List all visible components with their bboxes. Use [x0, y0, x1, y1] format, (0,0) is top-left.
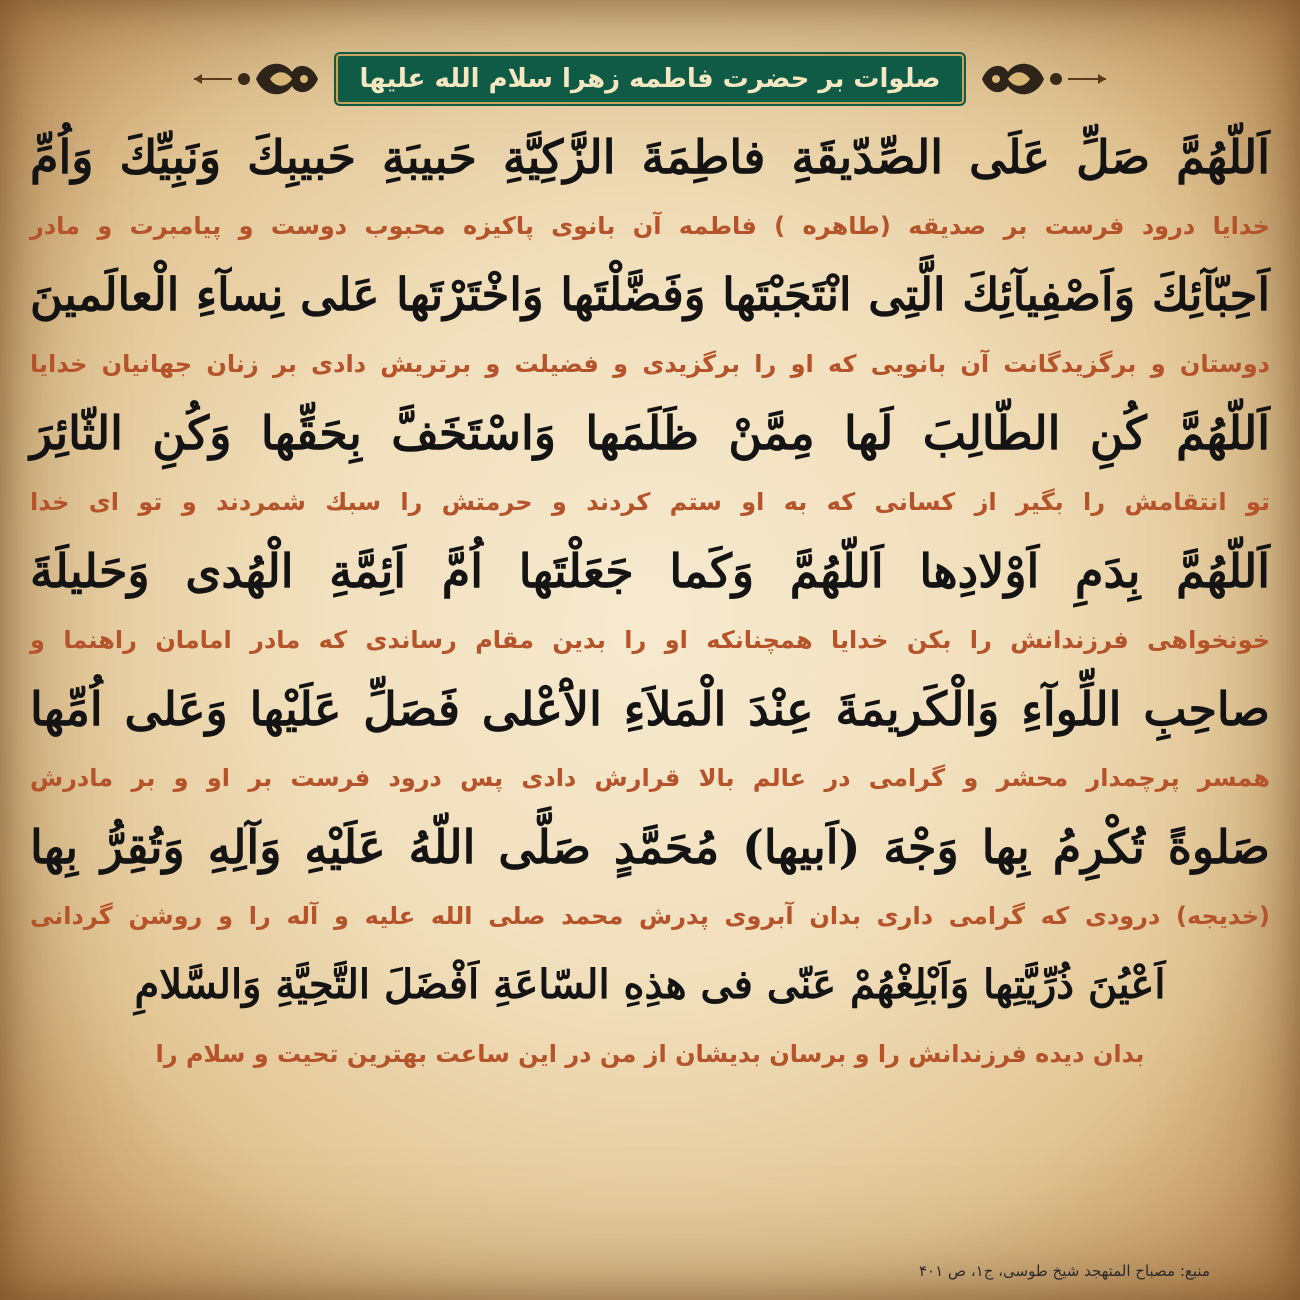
header	[0, 52, 1300, 106]
arabic-line-6: صَلوةً تُكْرِمُ بِها وَجْهَ (اَبيها) مُحَمَّدٍ صَلَّى اللّهُ عَلَيْهِ وَآلِهِ وَتُقِرُّ بِها	[30, 820, 1270, 874]
persian-line-4: خونخواهی فرزندانش را بکن خدایا همچنانکه او را بدین مقام رساندی که مادر امامان راهنما و	[30, 626, 1270, 654]
persian-line-1: خدایا درود فرست بر صدیقه (طاهره ) فاطمه آن بانوی پاکیزه محبوب دوست و پیامبرت و مادر	[30, 212, 1270, 240]
arabic-line-5: صاحِبِ اللِّوآءِ وَالْكَريمَةَ عِنْدَ الْمَلاَءِ الاَْعْلى فَصَلِّ عَلَيْها وَعَلى اُمِّها	[30, 682, 1270, 736]
source-citation: منبع: مصباح المتهجد شیخ طوسی، ج۱، ص ۴۰۱	[918, 1262, 1210, 1280]
ornament-left-icon	[192, 52, 322, 106]
page-title: صلوات بر حضرت فاطمه زهرا سلام الله علیها	[359, 64, 941, 94]
persian-line-3: تو انتقامش را بگیر از کسانی که به او ستم کردند و حرمتش را سبك شمردند و تو ای خدا	[30, 488, 1270, 516]
title-banner	[336, 54, 965, 104]
arabic-line-3: اَللّهُمَّ كُنِ الطّالِبَ لَها مِمَّنْ ظَلَمَها وَاسْتَخَفَّ بِحَقِّها وَكُنِ الثّائِرَ	[30, 406, 1270, 460]
arabic-line-4: اَللّهُمَّ بِدَمِ اَوْلادِها اَللّهُمَّ وَكَما جَعَلْتَها اُمَّ اَئِمَّةِ الْهُدى وَحَليلَةَ	[30, 544, 1270, 598]
arabic-line-1: اَللّهُمَّ صَلِّ عَلَى الصِّدّيقَةِ فاطِمَةَ الزَّكِيَّةِ حَبيبَةِ حَبيبِكَ وَنَبِيِّكَ وَاُمِّ	[30, 130, 1270, 184]
prayer-text	[30, 120, 1270, 1086]
arabic-line-7: اَعْيُنَ ذُرِّيَّتِها وَاَبْلِغْهُمْ عَنّى فى هذِهِ السّاعَةِ اَفْضَلَ التَّحِيَّةِ وَالسَّلامِ	[134, 961, 1166, 1008]
persian-line-7: بدان دیده فرزندانش را و برسان بدیشان از من در این ساعت بهترین تحیت و سلام را	[155, 1040, 1145, 1068]
persian-line-5: همسر پرچمدار محشر و گرامی در عالم بالا قرارش دادی پس درود فرست بر او و بر مادرش	[30, 764, 1270, 792]
persian-line-6: (خدیجه) درودی که گرامی داری بدان آبروی پدرش محمد صلی الله علیه و آله را و روشن گردانی	[30, 902, 1270, 930]
persian-line-2: دوستان و برگزیدگانت آن بانویی که او را برگزیدی و فضیلت و برتریش دادی بر زنان جهانیان خدایا	[30, 350, 1270, 378]
arabic-line-2: اَحِبّآئِكَ وَاَصْفِيآئِكَ الَّتِى انْتَجَبْتَها وَفَضَّلْتَها وَاخْتَرْتَها عَلى نِسآءِ الْعالَمينَ	[30, 268, 1270, 321]
ornament-right-icon	[978, 52, 1108, 106]
